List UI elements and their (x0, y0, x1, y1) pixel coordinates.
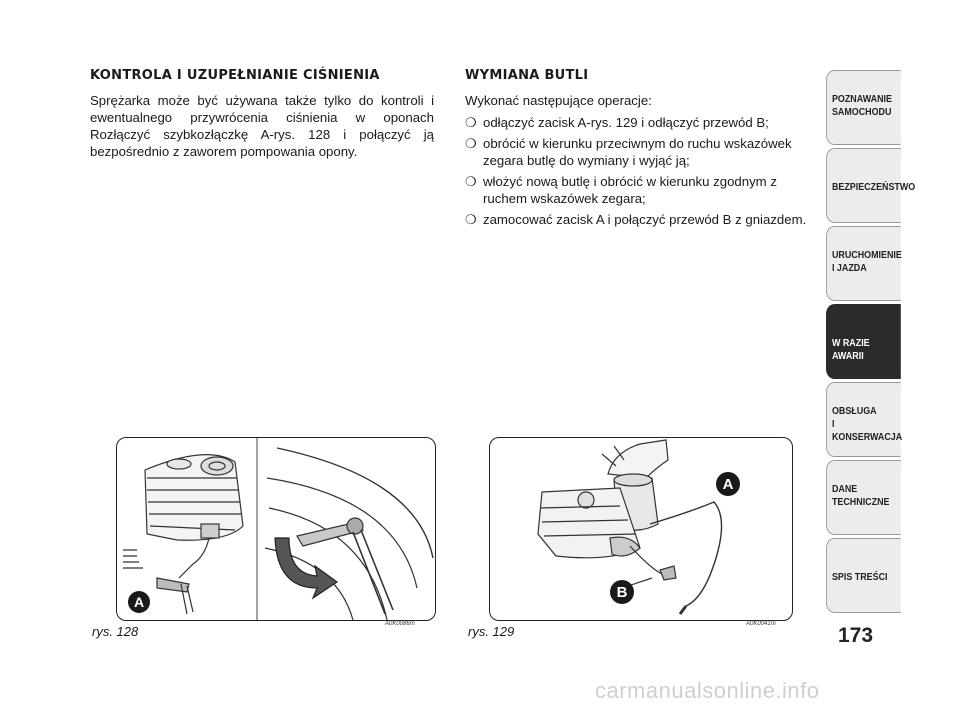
figure-129 (489, 437, 793, 621)
circle-bullet-icon: ❍ (465, 212, 477, 227)
section-heading-pressure: KONTROLA I UZUPEŁNIANIE CIŚNIENIA (90, 68, 380, 83)
pressure-paragraph: Sprężarka może być używana także tylko do kontroli i ewentualnego przywrócenia ciśnienia w oponach Rozłączyć szybkozłączkę A-rys. 128 i połączyć ją bezpośrednio z zaworem pompowania opony. (90, 93, 434, 159)
circle-bullet-icon: ❍ (465, 115, 477, 130)
section-heading-cylinder: WYMIANA BUTLI (465, 68, 589, 83)
list-item: ❍ zamocować zacisk A i połączyć przewód B z gniazdem. (465, 212, 807, 227)
figure-128-caption: rys. 128 (92, 624, 139, 639)
list-item: ❍ odłączyć zacisk A-rys. 129 i odłączyć przewód B; (465, 115, 769, 130)
list-item: ❍ obrócić w kierunku przeciwnym do ruchu wskazówek zegara butlę do wymiany i wyjąć ją; (465, 136, 792, 168)
compressor-valve-illustration (117, 438, 435, 620)
tab-uruchomienie-i-jazda[interactable]: URUCHOMIENIE I JAZDA (826, 226, 901, 301)
circle-bullet-icon: ❍ (465, 136, 477, 151)
cylinder-replacement-illustration (490, 438, 792, 620)
circle-bullet-icon: ❍ (465, 174, 477, 189)
cylinder-intro: Wykonać następujące operacje: (465, 93, 652, 108)
label-b-marker (610, 580, 634, 604)
list-item: ❍ włożyć nową butlę i obrócić w kierunku zgodnym z ruchem wskazówek zegara; (465, 174, 777, 206)
tab-spis-tresci[interactable]: SPIS TREŚCI (826, 538, 901, 613)
tab-w-razie-awarii[interactable]: W RAZIE AWARII (826, 304, 901, 379)
tab-bezpieczenstwo[interactable]: BEZPIECZEŃSTWO (826, 148, 901, 223)
watermark: carmanualsonline.info (595, 678, 820, 703)
label-a-marker (128, 591, 150, 613)
label-a-text: A (722, 476, 734, 493)
label-a-marker (716, 472, 740, 496)
figure-129-code: A0K0041m (746, 621, 776, 627)
right-column (465, 68, 815, 232)
label-a-text: A (133, 594, 145, 610)
tab-dane-techniczne[interactable]: DANE TECHNICZNE (826, 460, 901, 535)
tab-poznawanie-samochodu[interactable]: POZNAWANIE SAMOCHODU (826, 70, 901, 145)
steps-list (465, 114, 815, 228)
figure-128 (116, 437, 436, 621)
left-column (90, 68, 434, 160)
figure-129-caption: rys. 129 (468, 624, 515, 639)
figure-128-code: A0K0086m (385, 621, 415, 627)
tab-obsluga-i-konserwacja[interactable]: OBSŁUGA I KONSERWACJA (826, 382, 901, 457)
label-b-text: B (616, 584, 628, 601)
page-number: 173 (838, 624, 874, 647)
